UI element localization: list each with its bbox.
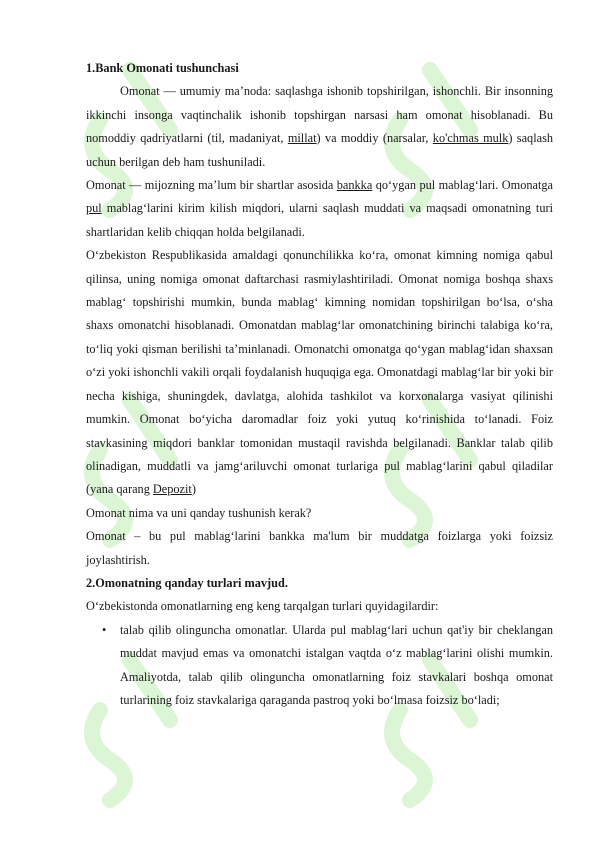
document-page [86, 57, 553, 712]
section2-intro: O‘zbekistonda omonatlarning eng keng tarqalgan turlari quyidagilardir: [86, 599, 439, 614]
text-run: O‘zbekiston Respublikasida amaldagi qonunchilikka ko‘ra, omonat kimning nomiga qabul qilinsa, uning nomiga omonat daftarchasi rasmiylashtiriladi. Omonat nomiga boshqa shaxs mablag‘ topshirishi mumkin, bunda mablag‘ kimning nomidan topshirilgan bo‘lsa, o‘sha shaxs omonatchi hisoblanadi. Omonatdan mablag‘lar omonatchining birinchi talabiga ko‘ra, to‘liq yoki qisman berilishi ta’minlanadi. Omonatchi omonatga qo‘ygan mablag‘idan shaxsan o‘zi yoki ishonchli vakili orqali foydalanish huquqiga ega. Omonatdagi mablag‘lar bir yoki bir necha kishiga, shuningdek, davlatga, alohida tashkilot va korxonalarga vasiyat qilinishi mumkin. Omonat bo‘yicha daromadlar foiz yoki yutuq ko‘rinishida to‘lanadi. Foiz stavkasining miqdori banklar tomonidan mustaqil ravishda belgilanadi. Banklar talab qilib olinadigan, muddatli va jamg‘ariluvchi omonat turlariga pul mablag‘larini qabul qiladilar (yana qarang [86, 248, 553, 497]
paragraph-uzbekistan-law [86, 244, 553, 501]
list-item: • talab qilib olinguncha omonatlar. Ularda pul mablag‘lari uchun qat'iy bir cheklangan muddat mavjud emas va omonatchi istalgan vaqtda o‘z mablag‘larini olishi mumkin. Amaliyotda, talab qilib olinguncha omonatlarning foiz stavkalari boshqa omonat turlarining foiz stavkalariga qaraganda pastroq yoki bo‘lmasa foizsiz bo‘ladi; [120, 619, 553, 713]
paragraph-omonat-definition [86, 80, 553, 174]
text-run: Omonat — umumiy ma’noda: saqlashga ishonib topshirilgan, ishonchli. Bir insonning ikkinchi insonga vaqtinchalik ishonib topshirgan narsasi ham omonat hisoblanadi. Bu nomoddiy qadriyatlarni (til, madaniyat, [86, 84, 553, 146]
link-millat[interactable]: millat [287, 131, 317, 146]
link-kochmas-mulk[interactable]: ko'chmas mulk [432, 131, 509, 146]
section2-title: 2.Omonatning qanday turlari mavjud. [86, 575, 288, 590]
link-bankka[interactable]: bankka [336, 178, 373, 193]
text-run: ) saqlash uchun berilgan deb ham tushuniladi. [86, 131, 554, 169]
link-depozit[interactable]: Depozit [152, 482, 192, 497]
paragraph-question: Omonat nima va uni qanday tushunish kerak? [86, 505, 312, 520]
text-run: ) va moddiy (narsalar, [316, 131, 433, 146]
omonat-types-list [86, 619, 553, 713]
link-pul[interactable]: pul [86, 201, 102, 216]
text-run: mablag‘larini kirim kilish miqdori, ularni saqlash muddati va maqsadi omonatning turi shartlaridan kelib chiqqan holda belgilanadi. [86, 201, 553, 239]
text-run: Omonat — mijozning ma’lum bir shartlar asosida [86, 178, 337, 193]
paragraph-answer: Omonat – bu pul mablag‘larini bankka ma'lum bir muddatga foizlarga yoki foizsiz joylashtirish. [86, 529, 553, 567]
paragraph-omonat-bank [86, 174, 553, 244]
section1-title: 1.Bank Omonati tushunchasi [86, 61, 239, 75]
text-run: ) [191, 482, 196, 497]
text-run: qo‘ygan pul mablag‘lari. Omonatga [372, 178, 554, 193]
